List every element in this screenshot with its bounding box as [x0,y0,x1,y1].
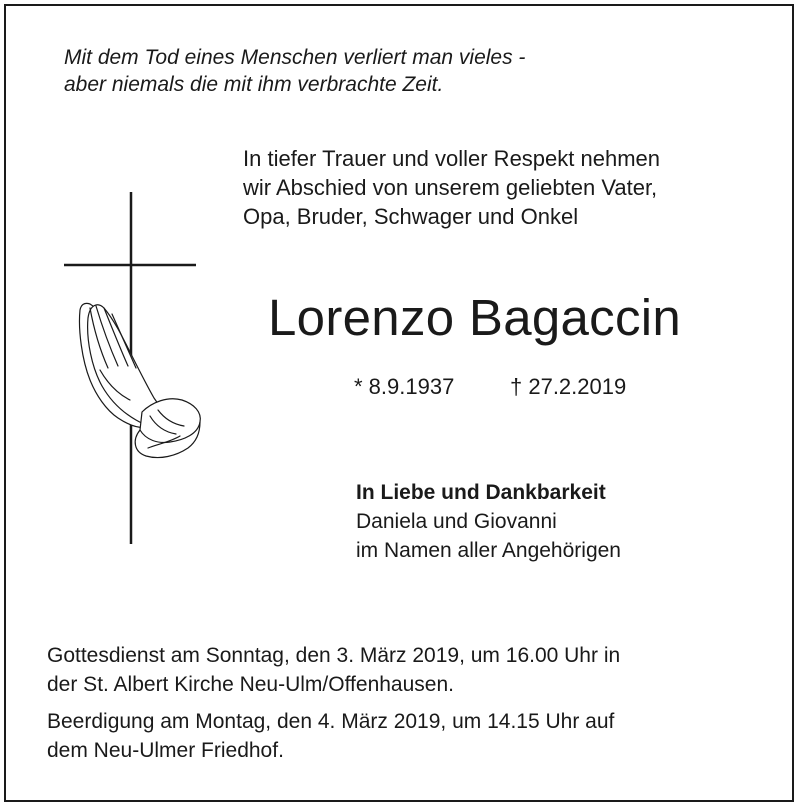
intro-text [243,144,763,231]
burial-line-1: Beerdigung am Montag, den 4. März 2019, um 14.15 Uhr auf [47,710,615,733]
signoff-line-2: im Namen aller Angehörigen [356,539,621,562]
birth-date: * 8.9.1937 [354,374,455,399]
mass-line-2: der St. Albert Kirche Neu-Ulm/Offenhausen. [47,673,454,696]
burial-info [47,707,767,765]
memorial-service-info [47,641,767,699]
intro-line-1: In tiefer Trauer und voller Respekt nehmen [243,146,661,171]
intro-line-3: Opa, Bruder, Schwager und Onkel [243,204,579,229]
intro-line-2: wir Abschied von unserem geliebten Vater, [243,175,658,200]
death-date: † 27.2.2019 [510,374,627,399]
burial-line-2: dem Neu-Ulmer Friedhof. [47,739,284,762]
quote-line-1: Mit dem Tod eines Menschen verliert man vieles - [64,46,526,69]
cross-with-praying-hands [60,190,210,555]
signoff-line-1: Daniela und Giovanni [356,510,557,533]
quote-line-2: aber niemals die mit ihm verbrachte Zeit. [64,73,444,96]
family-signoff [356,478,621,565]
signoff-heading: In Liebe und Dankbarkeit [356,481,606,504]
praying-hands-icon [79,303,200,457]
mass-line-1: Gottesdienst am Sonntag, den 3. März 2019, um 16.00 Uhr in [47,644,621,667]
service-details [47,641,767,773]
memorial-quote [64,44,684,98]
deceased-name: Lorenzo Bagaccin [268,289,682,346]
cross-icon [60,190,210,550]
